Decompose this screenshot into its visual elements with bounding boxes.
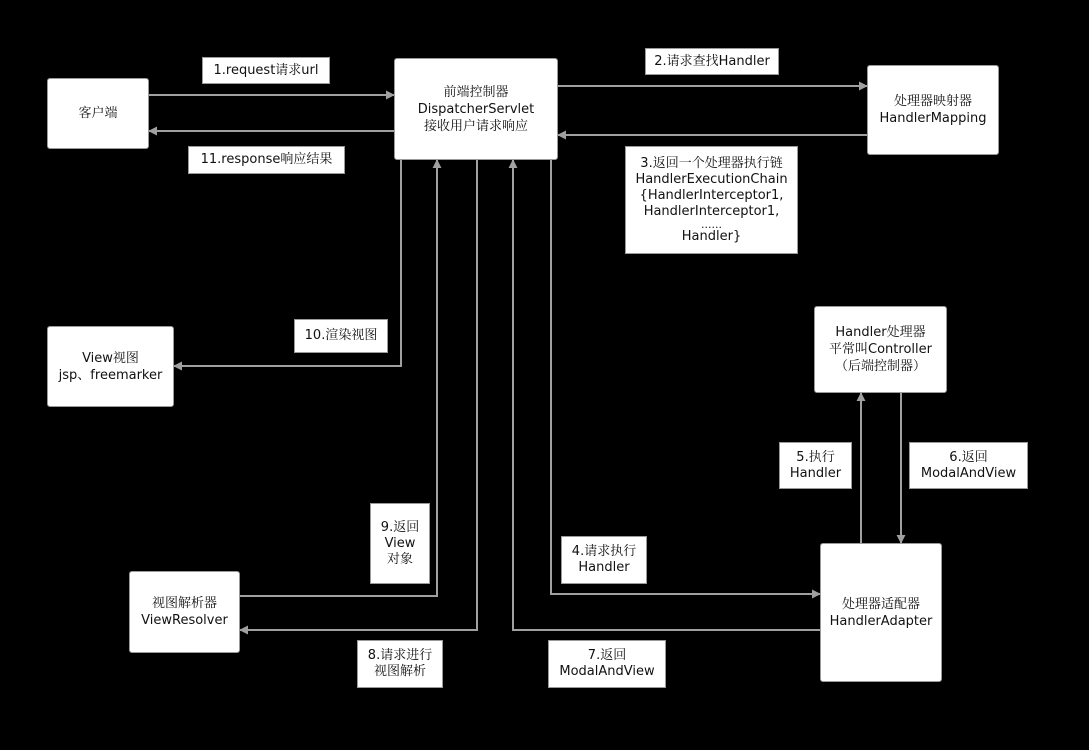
handler-mapping-class: HandlerMapping: [879, 111, 987, 126]
view-resolver-title: 视图解析器: [151, 596, 217, 611]
view-desc: jsp、freemarker: [58, 367, 163, 383]
handler-adapter-title: 处理器适配器: [841, 596, 920, 612]
dispatcher-desc: 接收用户请求响应: [423, 118, 528, 134]
dispatcher-class: DispatcherServlet: [417, 101, 535, 117]
step-1-text: 1.request请求url: [213, 62, 319, 78]
step-9-text-3: 对象: [386, 551, 413, 567]
handler-adapter-class: HandlerAdapter: [829, 613, 933, 629]
step-3-text-3: {HandlerInterceptor1,: [639, 187, 784, 203]
step-4-text-2: Handler: [578, 560, 630, 575]
step-9-label: [370, 503, 430, 584]
dispatcher-servlet-node: [394, 58, 558, 160]
step-8-text-2: 视图解析: [373, 664, 426, 679]
dispatcher-title: 前端控制器: [443, 84, 509, 100]
view-resolver-node: [129, 571, 240, 653]
view-node: [47, 326, 174, 407]
step-9-text-1: 9.返回: [380, 519, 420, 535]
client-label: 客户端: [78, 106, 118, 121]
step-6-label: [909, 442, 1028, 489]
arrow-8-resolve-view: [240, 160, 477, 630]
view-resolver-class: ViewResolver: [141, 613, 228, 628]
step-3-text-2: HandlerExecutionChain: [635, 171, 788, 187]
step-3-label: [625, 146, 798, 254]
step-1-label: [202, 57, 330, 84]
step-11-text: 11.response响应结果: [200, 152, 333, 167]
step-5-text-2: Handler: [789, 465, 842, 481]
view-title: View视图: [82, 350, 139, 366]
step-7-label: [548, 640, 666, 688]
handler-alias: 平常叫Controller: [829, 342, 932, 357]
step-3-text-1: 3.返回一个处理器执行链: [640, 155, 783, 171]
step-4-label: [561, 536, 647, 584]
step-10-label: [294, 319, 388, 353]
step-8-text-1: 8.请求进行: [367, 648, 433, 663]
step-9-text-2: View: [384, 535, 416, 551]
step-7-text-2: ModalAndView: [559, 664, 655, 679]
step-4-text-1: 4.请求执行: [571, 544, 637, 559]
step-11-label: [188, 146, 345, 174]
step-7-text-1: 7.返回: [587, 648, 627, 663]
step-6-text-1: 6.返回: [949, 449, 988, 465]
step-8-label: [357, 640, 443, 688]
step-6-text-2: ModalAndView: [920, 465, 1017, 481]
step-5-text-1: 5.执行: [796, 449, 835, 465]
step-3-text-5: ......: [701, 217, 722, 231]
step-3-text-4: HandlerInterceptor1,: [643, 203, 780, 219]
handler-mapping-node: [867, 65, 999, 155]
step-2-label: [645, 48, 779, 75]
handler-desc: （后端控制器）: [834, 359, 926, 374]
handler-node: [814, 306, 947, 393]
client-node: [47, 78, 149, 149]
step-5-label: [779, 442, 852, 489]
handler-title: Handler处理器: [835, 325, 926, 340]
step-2-text: 2.请求查找Handler: [654, 53, 770, 69]
step-3-text-6: Handler}: [681, 228, 742, 244]
step-10-text: 10.渲染视图: [304, 328, 378, 343]
handler-adapter-node: [820, 543, 942, 682]
handler-mapping-title: 处理器映射器: [893, 94, 972, 109]
